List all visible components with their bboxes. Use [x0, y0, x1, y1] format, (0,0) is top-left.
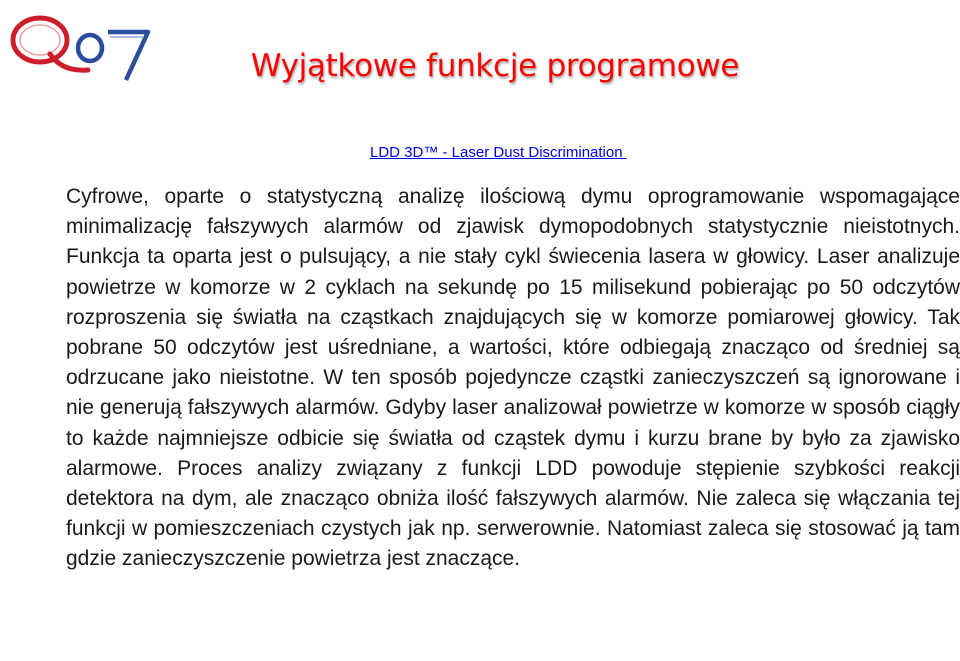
description-paragraph: Cyfrowe, oparte o statystyczną analizę ilościową dymu oprogramowanie wspomagające minimalizację fałszywych alarmów od zjawisk dymopodobnych statystycznie nieistotnych. Funkcja ta oparta jest o pulsujący, a nie stały cykl świecenia lasera w głowicy. Laser analizuje powietrze w komorze w 2 cyklach na sekundę po 15 milisekund pobierając po 50 odczytów rozproszenia się światła na cząstkach znajdujących się w komorze pomiarowej głowicy. Tak pobrane 50 odczytów jest uśredniane, a wartości, które odbiegają znacząco od średniej są odrzucane jako nieistotne. W ten sposób pojedyncze cząstki zanieczyszczeń są ignorowane i nie generują fałszywych alarmów. Gdyby laser analizował powietrze w komorze w sposób ciągły to każde najmniejsze odbicie się światła od cząstek dymu i kurzu brane by było za zjawisko alarmowe. Proces analizy związany z funkcji LDD powoduje stępienie szybkości reakcji detektora na dym, ale znacząco obniża ilość fałszywych alarmów. Nie zaleca się włączania tej funkcji w pomieszczeniach czystych jak np. serwerownie. Natomiast zaleca się stosować ją tam gdzie zanieczyszczenie powietrza jest znaczące.: [66, 185, 960, 571]
page-title: Wyjątkowe funkcje programowe: [250, 48, 740, 84]
ldd-3d-link[interactable]: LDD 3D™ - Laser Dust Discrimination: [370, 144, 627, 161]
